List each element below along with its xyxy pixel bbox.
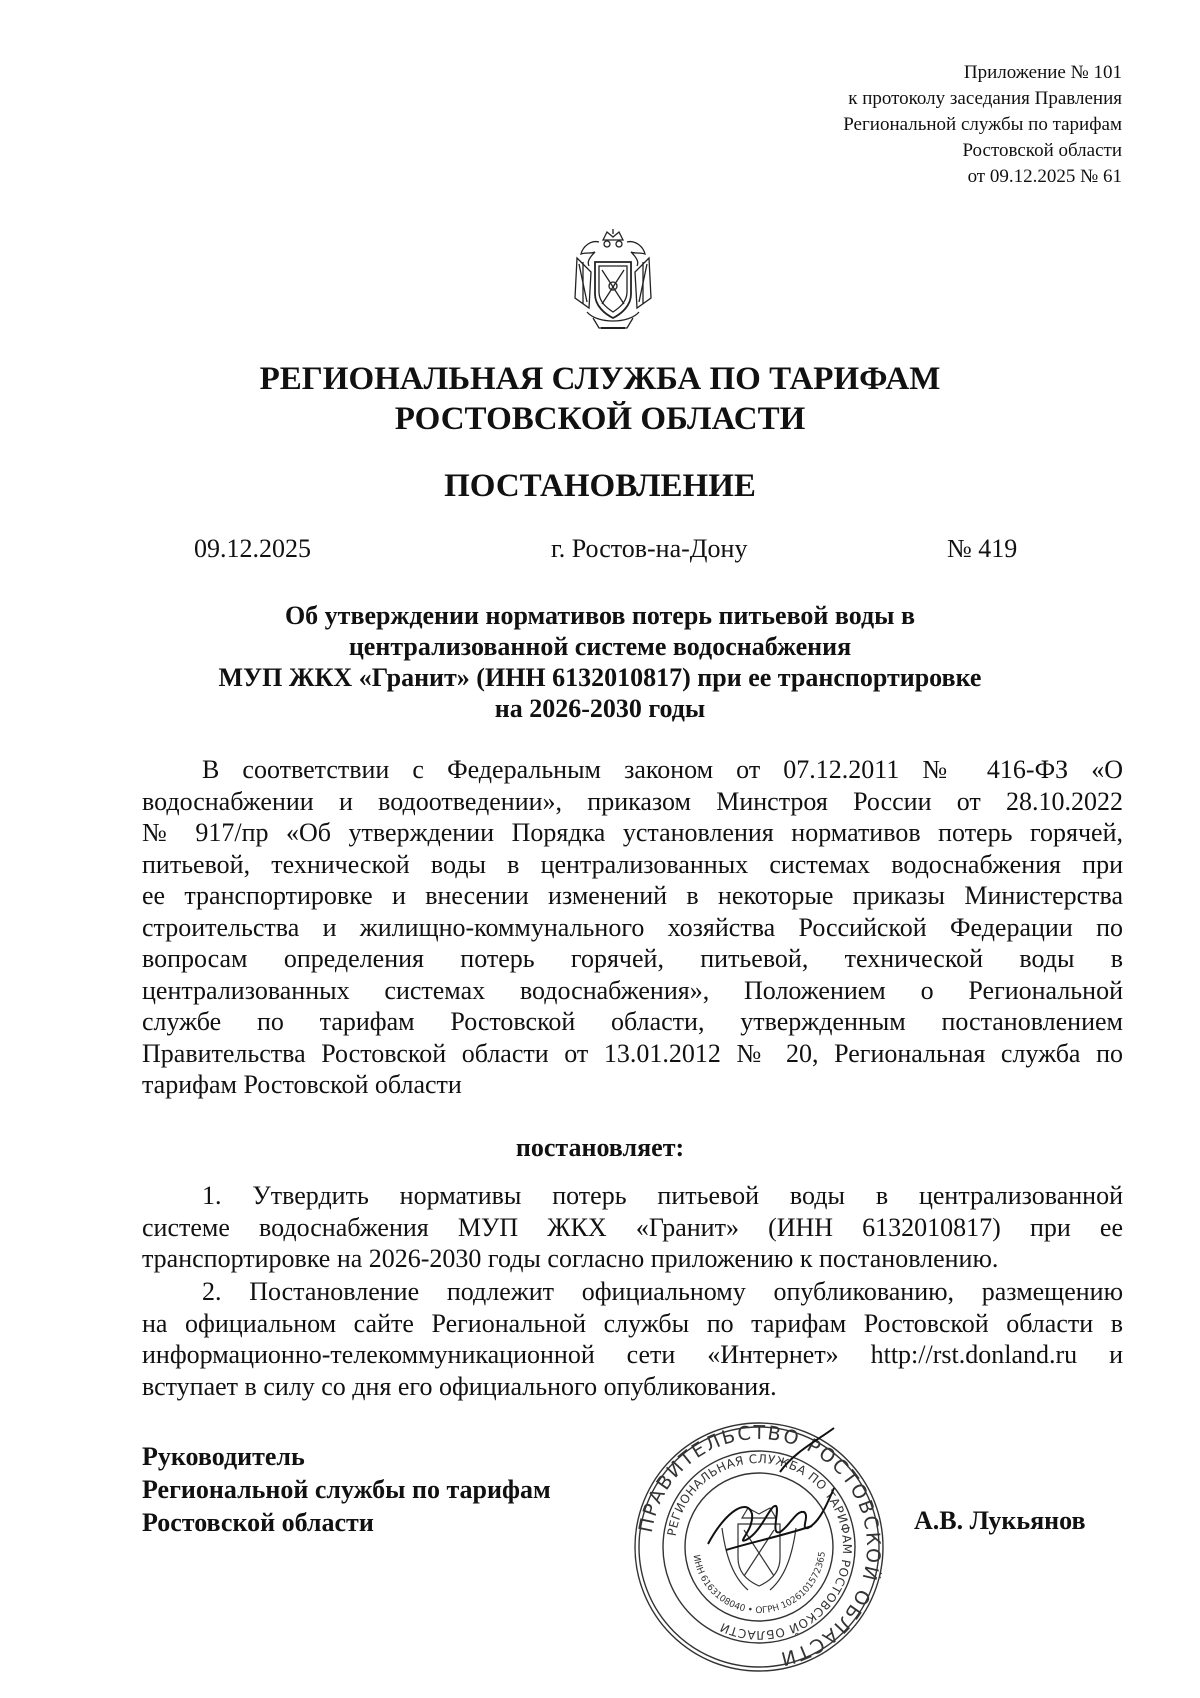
paragraph-line: В соответствии с Федеральным законом от 07.12.2011 № 416-ФЗ «О [202, 755, 1123, 784]
document-city: г. Ростов-на-Дону [551, 534, 748, 563]
subject-line: централизованной системе водоснабжения [348, 632, 852, 661]
seal-codes-text: ИНН 6163108040 • ОГРН 1026101572365 [690, 1551, 828, 1617]
paragraph-line: № 917/пр «Об утверждении Порядка установления нормативов потерь горячей, [142, 818, 1123, 847]
paragraph-line: строительства и жилищно-коммунального хозяйства Российской Федерации по [142, 912, 1123, 942]
document-date: 09.12.2025 [194, 534, 311, 563]
signatory-name: А.В. Лукьянов [914, 1506, 1086, 1535]
signatory-title [142, 1440, 551, 1539]
svg-text:ИНН 6163108040 • ОГРН 10261015 [690, 1551, 827, 1616]
paragraph-line: ее транспортировке и внесении изменений в некоторые приказы Министерства [142, 881, 1123, 910]
paragraph-line: 1. Утвердить нормативы потерь питьевой воды в централизованной [202, 1181, 1123, 1210]
paragraph-line: Правительства Ростовской области от 13.01.2012 № 20, Региональная служба по [142, 1038, 1123, 1068]
subject-line: на 2026-2030 годы [494, 694, 706, 723]
paragraph-line: системе водоснабжения МУП ЖКХ «Гранит» (ИНН 6132010817) при ее [142, 1212, 1123, 1242]
coat-of-arms-icon [569, 228, 657, 334]
paragraph-line: информационно-телекоммуникационной сети «Интернет» http://rst.donland.ru и [142, 1340, 1123, 1369]
appendix-line: Региональной службы по тарифам [843, 114, 1122, 135]
paragraph-line: на официальном сайте Региональной службы по тарифам Ростовской области в [142, 1308, 1123, 1338]
paragraph-line: 2. Постановление подлежит официальному опубликованию, размещению [202, 1277, 1123, 1306]
seal-inner-text: РЕГИОНАЛЬНАЯ СЛУЖБА ПО ТАРИФАМ РОСТОВСКОЙ ОБЛАСТИ [664, 1451, 855, 1643]
paragraph-line: тарифам Ростовской области [142, 1070, 462, 1099]
seal-outer-text: ПРАВИТЕЛЬСТВО РОСТОВСКОЙ ОБЛАСТИ [634, 1421, 885, 1671]
agency-name-line: РЕГИОНАЛЬНАЯ СЛУЖБА ПО ТАРИФАМ [259, 361, 941, 397]
appendix-line: Ростовской области [962, 140, 1122, 161]
resolution-item-2 [142, 1276, 1123, 1402]
signatory-title-line: Ростовской области [142, 1508, 374, 1537]
appendix-reference [843, 60, 1122, 190]
paragraph-line: водоснабжении и водоотведении», приказом Минстроя России от 28.10.2022 [142, 786, 1123, 816]
intro-paragraph [142, 754, 1123, 1101]
appendix-line: к протоколу заседания Правления [848, 88, 1122, 109]
resolution-item-1 [142, 1180, 1123, 1275]
document-subject [150, 600, 1050, 724]
signatory-title-line: Руководитель [142, 1442, 305, 1471]
agency-name-line: РОСТОВСКОЙ ОБЛАСТИ [394, 401, 806, 437]
appendix-line: от 09.12.2025 № 61 [967, 166, 1122, 187]
paragraph-line: вступает в силу со дня его официального опубликования. [142, 1371, 777, 1401]
subject-line: МУП ЖКХ «Гранит» (ИНН 6132010817) при ее транспортировке [218, 663, 982, 692]
agency-name [0, 359, 1200, 439]
paragraph-line: централизованных системах водоснабжения», Положением о Региональной [142, 975, 1123, 1005]
resolves-heading: постановляет: [515, 1133, 685, 1162]
document-number: № 419 [947, 534, 1018, 563]
document-type: ПОСТАНОВЛЕНИЕ [444, 468, 756, 504]
signatory-title-line: Региональной службы по тарифам [142, 1475, 551, 1504]
subject-line: Об утверждении нормативов потерь питьевой воды в [284, 601, 916, 630]
appendix-line: Приложение № 101 [963, 62, 1122, 83]
paragraph-line: питьевой, технической воды в централизованных системах водоснабжения при [142, 849, 1123, 879]
paragraph-line: вопросам определения потерь горячей, питьевой, технической воды в [142, 944, 1123, 973]
official-seal-icon [630, 1418, 888, 1676]
paragraph-line: транспортировке на 2026-2030 годы согласно приложению к постановлению. [142, 1244, 999, 1273]
paragraph-line: службе по тарифам Ростовской области, утвержденным постановлением [142, 1007, 1123, 1036]
